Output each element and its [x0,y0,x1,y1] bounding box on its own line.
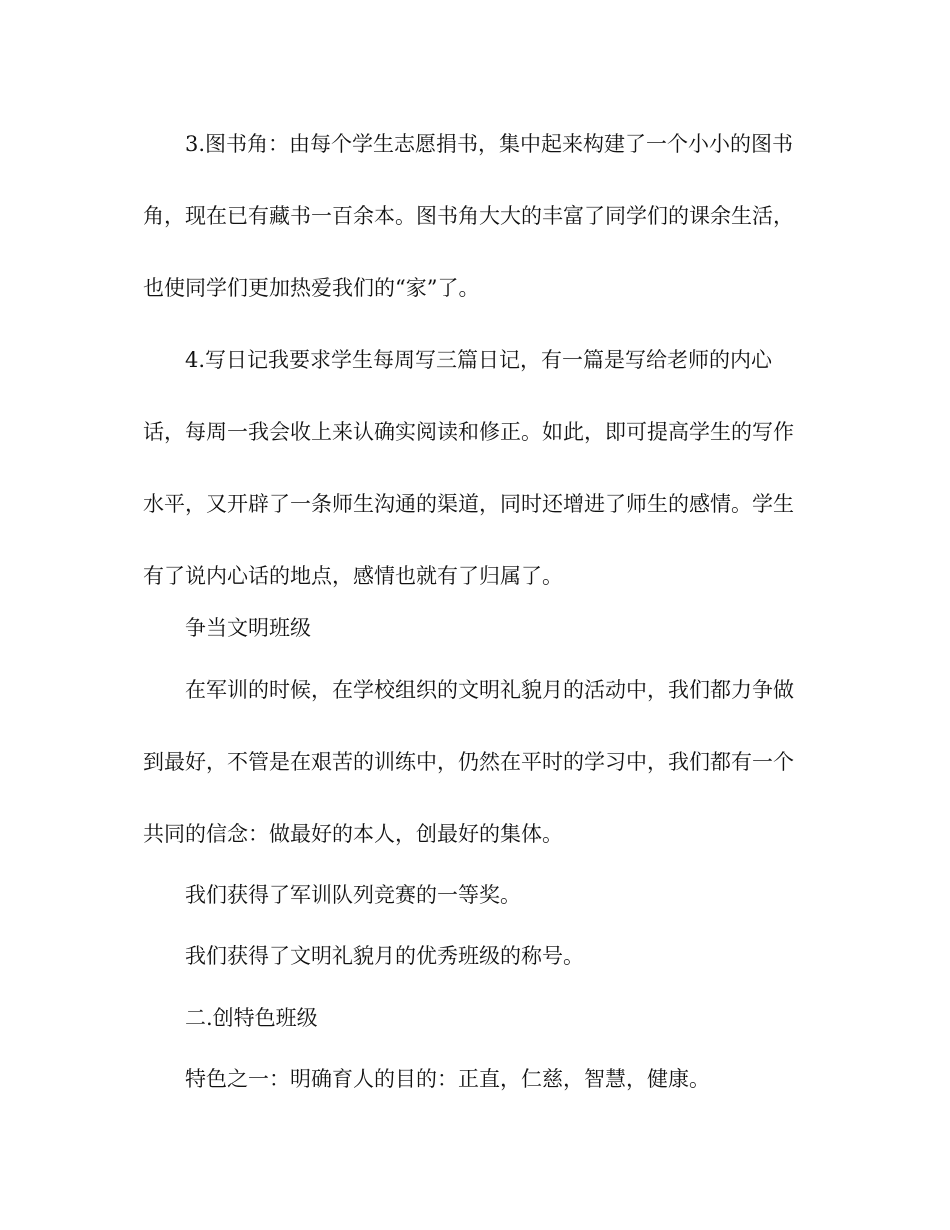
section-heading-civilized-class: 争当文明班级 [185,616,311,640]
paragraph-award-excellent-class: 我们获得了文明礼貌月的优秀班级的称号。 [185,944,584,968]
paragraph-diary: 4.写日记我要求学生每周写三篇日记，有一篇是写给老师的内心话，每周一我会收上来认确实阅读和修正。如此，即可提高学生的写作水平，又开辟了一条师生沟通的渠道，同时还增进了师生的感情。学生有了说内心话的地点，感情也就有了归属了。 [143,348,794,588]
paragraph-award-drill: 我们获得了军训队列竞赛的一等奖。 [185,883,521,907]
paragraph-library-corner: 3.图书角：由每个学生志愿捐书，集中起来构建了一个小小的图书角，现在已有藏书一百余本。图书角大大的丰富了同学们的课余生活，也使同学们更加热爱我们的“家”了。 [143,132,794,300]
paragraph-feature-one: 特色之一：明确育人的目的：正直，仁慈，智慧，健康。 [185,1067,710,1091]
paragraph-military-training: 在军训的时候，在学校组织的文明礼貌月的活动中，我们都力争做到最好，不管是在艰苦的训练中，仍然在平时的学习中，我们都有一个共同的信念：做最好的本人，创最好的集体。 [143,678,794,846]
section-heading-featured-class: 二.创特色班级 [185,1006,318,1030]
